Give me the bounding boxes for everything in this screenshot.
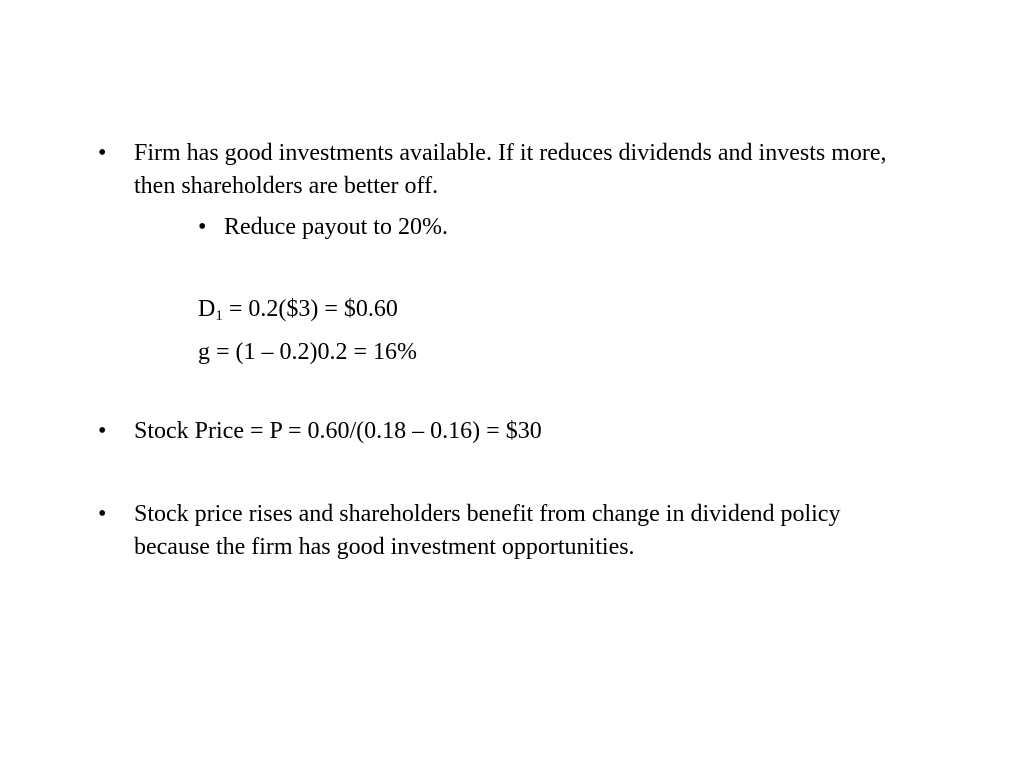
bullet-item-stock-price [98, 415, 898, 448]
bullet-item-investments [98, 137, 898, 203]
formula-dividend-symbol: D [198, 296, 216, 322]
formula-dividend-expression: = 0.2($3) = $0.60 [222, 296, 398, 322]
formula-dividend-subscript: 1 [215, 308, 223, 324]
sub-bullet-marker: • [198, 214, 207, 240]
sub-bullet-text: Reduce payout to 20%. [224, 214, 448, 240]
bullet-marker: • [98, 140, 107, 166]
bullet-text: Firm has good investments available. If it reduces dividends and invests more, then shareholders are better off. [134, 140, 887, 199]
bullet-item-conclusion [98, 498, 898, 564]
formula-growth: g = (1 – 0.2)0.2 = 16% [198, 339, 418, 365]
sub-bullet-item-payout [198, 211, 798, 244]
bullet-marker: • [98, 501, 107, 527]
bullet-marker: • [98, 418, 107, 444]
bullet-text: Stock Price = P = 0.60/(0.18 – 0.16) = $30 [134, 418, 542, 444]
formula-dividend [198, 293, 398, 326]
bullet-text: Stock price rises and shareholders benefit from change in dividend policy because the firm has good investment opportunities. [134, 501, 841, 560]
